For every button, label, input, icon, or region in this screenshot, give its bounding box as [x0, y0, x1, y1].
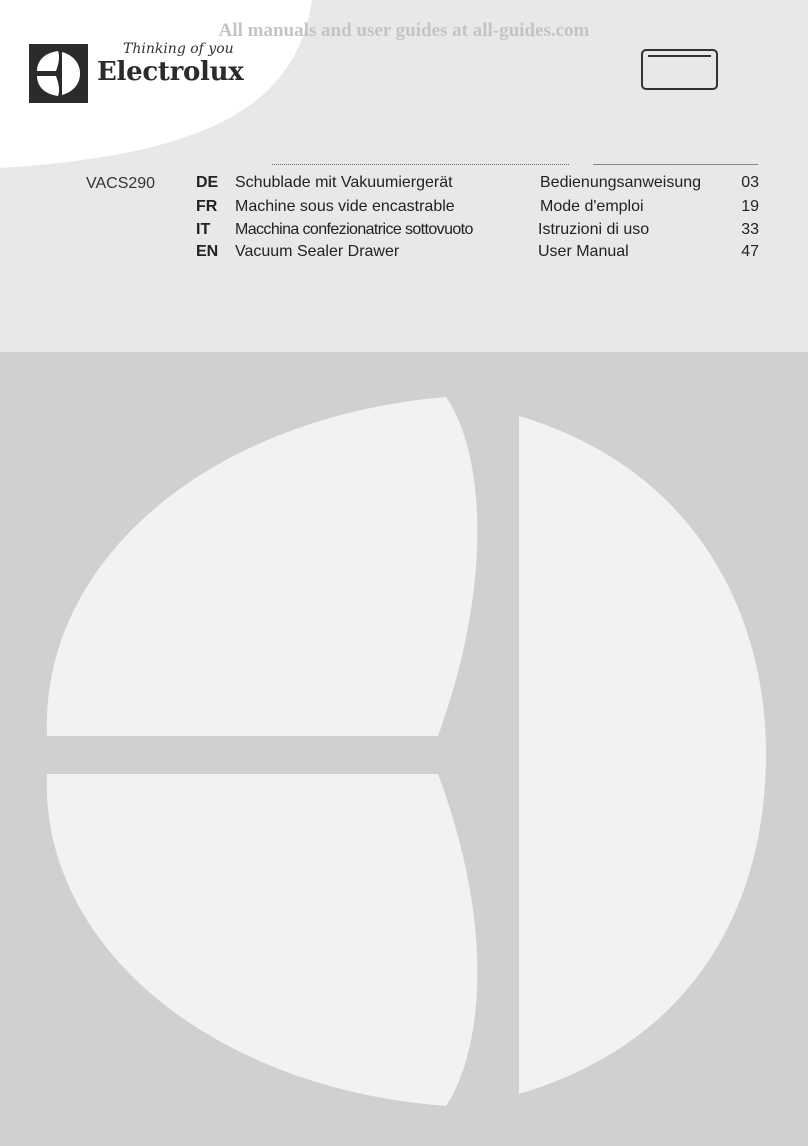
brand-name: Electrolux	[97, 57, 244, 87]
language-code: DE	[196, 174, 219, 191]
product-title: Machine sous vide encastrable	[235, 198, 455, 215]
product-title: Macchina confezionatrice sottovuoto	[235, 221, 473, 238]
language-row-en	[0, 243, 808, 265]
watermark-text: All manuals and user guides at all-guides.com	[218, 20, 590, 41]
product-title: Vacuum Sealer Drawer	[235, 243, 400, 260]
product-title: Schublade mit Vakuumiergerät	[235, 174, 453, 191]
drawer-icon	[641, 49, 718, 90]
brand-tagline: Thinking of you	[123, 41, 234, 57]
language-code: FR	[196, 198, 218, 215]
language-code: EN	[196, 243, 219, 260]
language-code: IT	[196, 221, 211, 238]
language-row-de	[0, 174, 808, 196]
document-type: User Manual	[538, 243, 629, 260]
page-number: 03	[741, 174, 759, 191]
document-type: Bedienungsanweisung	[540, 174, 702, 191]
page-number: 33	[741, 221, 759, 238]
page-number: 19	[741, 198, 759, 215]
document-type: Istruzioni di uso	[538, 221, 650, 238]
language-row-fr	[0, 198, 808, 220]
page-number: 47	[741, 243, 759, 260]
divider-dotted	[272, 164, 569, 165]
electrolux-logo-icon	[29, 44, 88, 103]
divider-line	[593, 164, 758, 165]
document-type: Mode d'emploi	[540, 198, 644, 215]
language-row-it	[0, 221, 808, 243]
model-number: VACS290	[86, 175, 156, 192]
